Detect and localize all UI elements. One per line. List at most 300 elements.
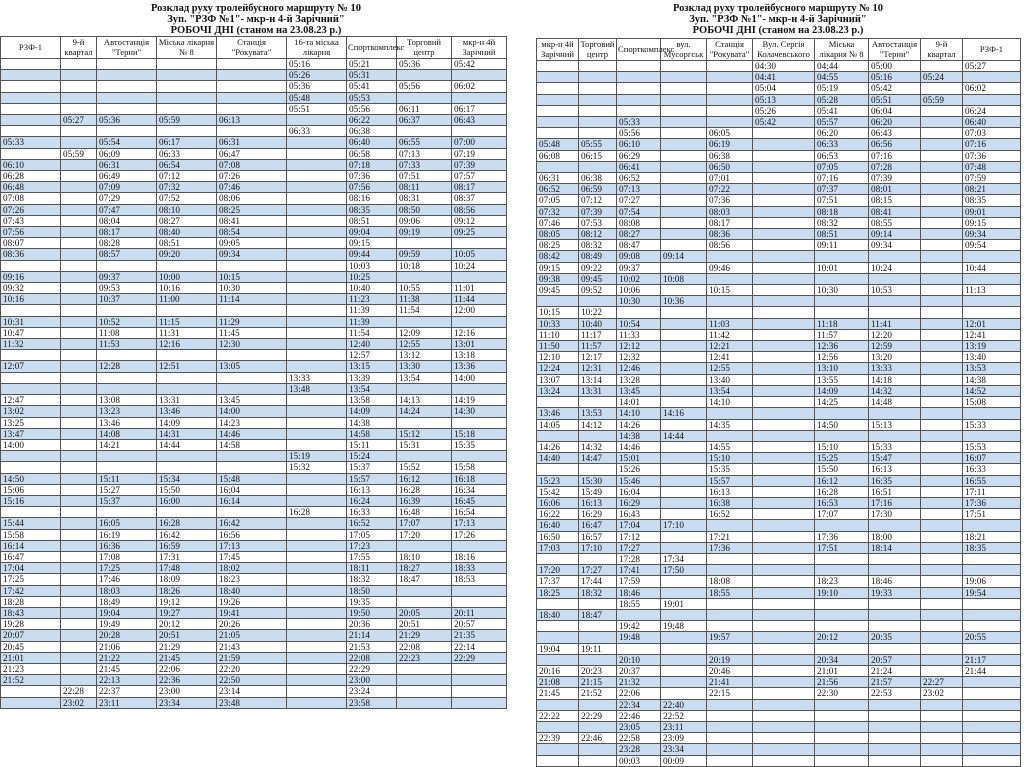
time-cell: 15:18 (452, 428, 507, 439)
time-cell (921, 509, 963, 520)
time-cell: 13:46 (537, 408, 579, 419)
time-cell: 08:17 (707, 217, 753, 228)
time-cell (869, 721, 921, 732)
time-cell (217, 350, 287, 361)
time-cell: 22:39 (537, 733, 579, 744)
time-cell (579, 553, 617, 564)
time-cell: 17:12 (617, 531, 661, 542)
time-cell (921, 721, 963, 732)
time-cell (921, 441, 963, 452)
time-cell: 07:28 (869, 161, 921, 172)
time-cell (707, 598, 753, 609)
time-cell (661, 139, 707, 150)
time-cell: 06:31 (537, 173, 579, 184)
time-cell: 13:30 (397, 361, 452, 372)
time-cell: 13:24 (537, 385, 579, 396)
table-row (537, 251, 1021, 262)
time-cell: 14:47 (579, 453, 617, 464)
time-cell (157, 81, 217, 92)
left-day-type: РОБОЧІ ДНІ (станом на 23.08.23 р.) (170, 25, 342, 36)
time-cell: 06:52 (537, 184, 579, 195)
time-cell (61, 305, 97, 316)
time-cell: 22:34 (617, 699, 661, 710)
time-cell (661, 654, 707, 665)
time-cell (61, 540, 97, 551)
time-cell: 12:55 (707, 363, 753, 374)
time-cell: 20:05 (397, 607, 452, 618)
time-cell (661, 285, 707, 296)
time-cell: 09:25 (452, 227, 507, 238)
time-cell (61, 283, 97, 294)
time-cell (753, 520, 815, 531)
time-cell: 17:04 (617, 520, 661, 531)
time-cell: 07:57 (452, 171, 507, 182)
time-cell: 15:48 (217, 473, 287, 484)
time-cell: 08:50 (397, 204, 452, 215)
time-cell (97, 507, 157, 518)
time-cell: 09:44 (347, 249, 397, 260)
time-cell (287, 238, 347, 249)
time-cell: 22:08 (347, 652, 397, 663)
time-cell (61, 596, 97, 607)
time-cell (617, 609, 661, 620)
time-cell: 11:23 (347, 294, 397, 305)
time-cell: 11:50 (537, 341, 579, 352)
time-cell (579, 72, 617, 83)
time-cell (753, 553, 815, 564)
time-cell (707, 61, 753, 72)
time-cell: 22:20 (217, 663, 287, 674)
time-cell: 17:55 (347, 551, 397, 562)
time-cell: 13:36 (452, 361, 507, 372)
table-row (1, 563, 507, 574)
time-cell: 05:26 (753, 105, 815, 116)
table-row (1, 574, 507, 585)
table-row (1, 159, 507, 170)
time-cell: 07:43 (1, 215, 61, 226)
time-cell: 11:39 (347, 305, 397, 316)
time-cell (579, 654, 617, 665)
time-cell: 21:05 (217, 630, 287, 641)
time-cell: 05:41 (815, 105, 869, 116)
time-cell: 16:51 (869, 486, 921, 497)
time-cell (921, 83, 963, 94)
time-cell: 10:37 (97, 294, 157, 305)
time-cell: 14:00 (452, 372, 507, 383)
time-cell (1, 126, 61, 137)
time-cell: 23:14 (217, 686, 287, 697)
table-row (537, 509, 1021, 520)
time-cell (1, 383, 61, 394)
time-cell: 07:12 (579, 195, 617, 206)
table-row (537, 184, 1021, 195)
time-cell (869, 273, 921, 284)
time-cell: 00:03 (617, 755, 661, 766)
time-cell: 16:57 (579, 531, 617, 542)
time-cell: 16:55 (963, 475, 1021, 486)
time-cell: 14:09 (815, 385, 869, 396)
right-column-header: вул. Мусоргськ (661, 39, 707, 61)
time-cell: 06:31 (217, 137, 287, 148)
time-cell: 14:40 (537, 453, 579, 464)
time-cell: 10:15 (707, 285, 753, 296)
time-cell: 10:30 (815, 285, 869, 296)
table-row (1, 238, 507, 249)
time-cell: 08:03 (707, 206, 753, 217)
time-cell (397, 70, 452, 81)
time-cell: 08:36 (707, 229, 753, 240)
time-cell (287, 305, 347, 316)
time-cell: 15:12 (397, 428, 452, 439)
time-cell (61, 630, 97, 641)
time-cell: 06:50 (707, 161, 753, 172)
time-cell: 11:33 (617, 329, 661, 340)
time-cell (287, 171, 347, 182)
time-cell: 23:02 (61, 697, 97, 708)
time-cell (815, 307, 869, 318)
time-cell (537, 598, 579, 609)
time-cell (815, 273, 869, 284)
time-cell: 04:44 (815, 61, 869, 72)
time-cell: 08:27 (617, 229, 661, 240)
time-cell (753, 486, 815, 497)
time-cell: 16:29 (579, 509, 617, 520)
time-cell: 11:01 (452, 283, 507, 294)
time-cell: 08:42 (537, 251, 579, 262)
time-cell: 20:12 (157, 619, 217, 630)
time-cell: 17:30 (869, 509, 921, 520)
time-cell: 14:24 (397, 406, 452, 417)
time-cell: 05:57 (815, 117, 869, 128)
time-cell: 06:28 (1, 171, 61, 182)
time-cell (579, 397, 617, 408)
time-cell (661, 542, 707, 553)
time-cell: 23:00 (347, 675, 397, 686)
time-cell (537, 72, 579, 83)
time-cell (61, 204, 97, 215)
time-cell (287, 518, 347, 529)
time-cell: 06:40 (347, 137, 397, 148)
time-cell: 07:59 (963, 173, 1021, 184)
time-cell: 10:36 (661, 296, 707, 307)
time-cell (452, 70, 507, 81)
time-cell: 16:14 (217, 495, 287, 506)
time-cell: 10:24 (869, 262, 921, 273)
time-cell: 20:34 (815, 654, 869, 665)
time-cell: 13:05 (217, 361, 287, 372)
time-cell (815, 430, 869, 441)
time-cell: 10:06 (617, 285, 661, 296)
time-cell (579, 744, 617, 755)
time-cell: 12:20 (869, 329, 921, 340)
time-cell (815, 251, 869, 262)
time-cell (921, 475, 963, 486)
right-column-header: Станція "Рокувата" (707, 39, 753, 61)
time-cell: 14:00 (217, 406, 287, 417)
time-cell: 07:00 (452, 137, 507, 148)
table-row (1, 193, 507, 204)
time-cell: 05:26 (287, 70, 347, 81)
time-cell: 14:16 (661, 408, 707, 419)
time-cell (869, 408, 921, 419)
time-cell (753, 262, 815, 273)
time-cell (61, 574, 97, 585)
time-cell: 07:47 (97, 204, 157, 215)
time-cell: 07:16 (815, 173, 869, 184)
time-cell: 08:21 (963, 184, 1021, 195)
table-row (537, 453, 1021, 464)
time-cell (661, 195, 707, 206)
time-cell: 15:08 (963, 397, 1021, 408)
time-cell (61, 215, 97, 226)
time-cell: 09:06 (397, 215, 452, 226)
right-table-body (537, 61, 1021, 767)
time-cell: 09:12 (452, 215, 507, 226)
time-cell (579, 598, 617, 609)
time-cell: 17:16 (869, 497, 921, 508)
time-cell: 13:40 (707, 374, 753, 385)
time-cell: 17:44 (579, 576, 617, 587)
time-cell (921, 621, 963, 632)
time-cell: 07:13 (397, 148, 452, 159)
time-cell (753, 273, 815, 284)
time-cell (707, 710, 753, 721)
time-cell (661, 464, 707, 475)
time-cell (97, 462, 157, 473)
time-cell (753, 643, 815, 654)
table-row (1, 372, 507, 383)
time-cell (869, 430, 921, 441)
time-cell: 18:40 (217, 585, 287, 596)
time-cell: 10:24 (452, 260, 507, 271)
time-cell (1, 260, 61, 271)
time-cell (753, 733, 815, 744)
time-cell: 20:37 (617, 665, 661, 676)
time-cell (815, 699, 869, 710)
table-row (537, 94, 1021, 105)
table-row (1, 395, 507, 406)
left-column-header: РЗФ-1 (1, 37, 61, 59)
time-cell (869, 643, 921, 654)
table-row (537, 262, 1021, 273)
time-cell (963, 251, 1021, 262)
time-cell (397, 126, 452, 137)
time-cell: 06:24 (963, 105, 1021, 116)
time-cell (707, 744, 753, 755)
table-row (537, 464, 1021, 475)
time-cell: 15:26 (617, 464, 661, 475)
time-cell (753, 397, 815, 408)
time-cell: 17:20 (397, 529, 452, 540)
table-row (1, 439, 507, 450)
time-cell: 18:28 (1, 596, 61, 607)
time-cell (921, 341, 963, 352)
time-cell (61, 238, 97, 249)
time-cell (707, 105, 753, 116)
time-cell (537, 755, 579, 766)
time-cell: 18:16 (452, 551, 507, 562)
time-cell (61, 451, 97, 462)
time-cell (61, 361, 97, 372)
time-cell (921, 352, 963, 363)
time-cell (97, 92, 157, 103)
time-cell (61, 81, 97, 92)
time-cell: 15:35 (452, 439, 507, 450)
time-cell: 08:47 (617, 240, 661, 251)
time-cell: 08:36 (1, 249, 61, 260)
time-cell: 16:33 (347, 507, 397, 518)
time-cell (869, 733, 921, 744)
time-cell: 08:08 (617, 217, 661, 228)
time-cell: 14:32 (579, 441, 617, 452)
time-cell: 16:35 (869, 475, 921, 486)
time-cell: 13:45 (217, 395, 287, 406)
table-row (1, 339, 507, 350)
time-cell: 15:50 (157, 484, 217, 495)
table-row (537, 475, 1021, 486)
time-cell: 16:14 (1, 540, 61, 551)
time-cell (921, 195, 963, 206)
time-cell: 17:50 (661, 565, 707, 576)
time-cell: 05:53 (347, 92, 397, 103)
time-cell (537, 621, 579, 632)
time-cell (537, 128, 579, 139)
time-cell (287, 630, 347, 641)
time-cell: 18:33 (452, 563, 507, 574)
time-cell: 05:54 (97, 137, 157, 148)
time-cell: 09:38 (537, 273, 579, 284)
time-cell (61, 193, 97, 204)
time-cell (1, 697, 61, 708)
time-cell (963, 744, 1021, 755)
time-cell: 23:11 (97, 697, 157, 708)
time-cell: 08:05 (537, 229, 579, 240)
time-cell (397, 238, 452, 249)
time-cell: 16:28 (815, 486, 869, 497)
table-row (537, 755, 1021, 766)
table-row (1, 652, 507, 663)
time-cell (61, 675, 97, 686)
time-cell: 04:30 (753, 61, 815, 72)
time-cell: 12:01 (963, 318, 1021, 329)
time-cell (661, 262, 707, 273)
time-cell: 10:52 (97, 316, 157, 327)
time-cell (157, 103, 217, 114)
time-cell: 21:35 (452, 630, 507, 641)
time-cell (661, 329, 707, 340)
time-cell: 16:42 (217, 518, 287, 529)
time-cell: 08:41 (217, 215, 287, 226)
time-cell: 10:47 (1, 327, 61, 338)
table-row (1, 428, 507, 439)
time-cell (753, 150, 815, 161)
time-cell: 05:21 (347, 59, 397, 70)
time-cell: 08:27 (157, 215, 217, 226)
table-row (1, 417, 507, 428)
time-cell: 08:35 (963, 195, 1021, 206)
time-cell (753, 341, 815, 352)
time-cell (61, 339, 97, 350)
table-row (537, 397, 1021, 408)
time-cell: 19:04 (537, 643, 579, 654)
time-cell: 06:37 (397, 115, 452, 126)
time-cell: 13:28 (617, 374, 661, 385)
time-cell: 20:35 (869, 632, 921, 643)
table-row (537, 363, 1021, 374)
left-route: Зуп. "РЗФ №1"- мкр-н 4-й Зарічний" (167, 14, 345, 25)
time-cell: 22:29 (452, 652, 507, 663)
time-cell (661, 72, 707, 83)
time-cell (217, 70, 287, 81)
time-cell: 09:53 (97, 283, 157, 294)
time-cell (452, 663, 507, 674)
time-cell: 22:27 (921, 677, 963, 688)
time-cell (97, 59, 157, 70)
table-row (1, 641, 507, 652)
time-cell (61, 428, 97, 439)
time-cell (661, 509, 707, 520)
time-cell: 13:31 (579, 385, 617, 396)
time-cell: 17:36 (815, 531, 869, 542)
time-cell (869, 598, 921, 609)
time-cell: 22:37 (97, 686, 157, 697)
time-cell: 20:26 (217, 619, 287, 630)
time-cell: 17:07 (815, 509, 869, 520)
time-cell: 21:23 (1, 663, 61, 674)
time-cell: 04:41 (753, 72, 815, 83)
time-cell (287, 361, 347, 372)
table-row (537, 419, 1021, 430)
time-cell: 05:59 (61, 148, 97, 159)
time-cell (452, 126, 507, 137)
time-cell: 08:35 (347, 204, 397, 215)
table-row (537, 609, 1021, 620)
time-cell: 08:07 (1, 238, 61, 249)
time-cell (753, 419, 815, 430)
time-cell (157, 305, 217, 316)
time-cell (97, 126, 157, 137)
time-cell (579, 94, 617, 105)
table-row (537, 553, 1021, 564)
time-cell (707, 296, 753, 307)
time-cell (287, 473, 347, 484)
time-cell: 06:52 (617, 173, 661, 184)
time-cell (1, 372, 61, 383)
time-cell: 11:14 (217, 294, 287, 305)
time-cell (61, 137, 97, 148)
time-cell: 07:22 (707, 184, 753, 195)
time-cell (921, 139, 963, 150)
time-cell: 07:16 (963, 139, 1021, 150)
time-cell: 08:56 (707, 240, 753, 251)
time-cell (1, 350, 61, 361)
time-cell (753, 598, 815, 609)
time-cell (1, 462, 61, 473)
table-row (537, 273, 1021, 284)
time-cell (287, 406, 347, 417)
table-row (1, 406, 507, 417)
time-cell (61, 372, 97, 383)
time-cell (921, 128, 963, 139)
table-row (537, 531, 1021, 542)
time-cell (815, 520, 869, 531)
time-cell (963, 72, 1021, 83)
time-cell: 16:28 (157, 518, 217, 529)
time-cell (963, 677, 1021, 688)
right-route: Зуп. "РЗФ №1"- мкр-н 4-й Зарічний" (689, 14, 867, 25)
time-cell: 12:56 (815, 352, 869, 363)
time-cell: 08:51 (157, 238, 217, 249)
